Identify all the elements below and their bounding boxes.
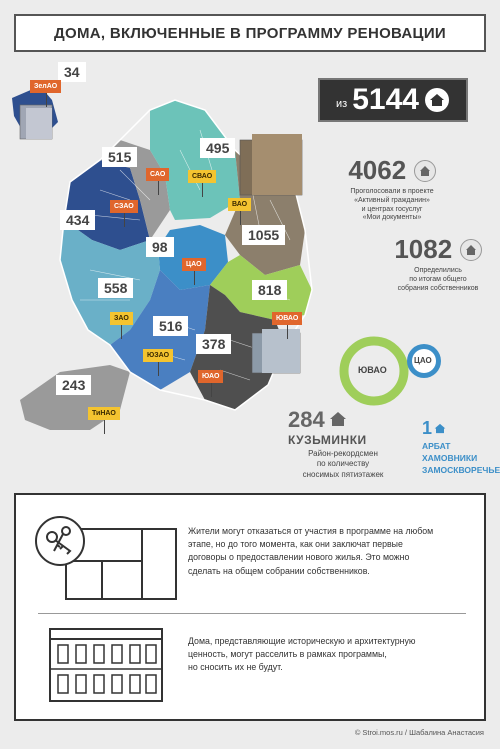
note-historic-buildings (188, 635, 415, 675)
flag-zelao: ЗелАО (30, 80, 61, 93)
count-cao: 98 (146, 237, 174, 257)
record-district (288, 407, 398, 480)
flag-sao: САО (146, 168, 169, 181)
total-prefix: из (336, 98, 348, 110)
ring-inner-label: ЦАО (414, 356, 432, 365)
flag-tinao: ТиНАО (88, 407, 120, 420)
flag-svao: СВАО (188, 170, 216, 183)
note1-line: сделать на общем собрании собственников. (188, 565, 370, 576)
meetings-stat (388, 234, 488, 293)
total-box (318, 78, 468, 122)
cao-min-name: ЗАМОСКВОРЕЧЬЕ (422, 464, 500, 475)
panel-divider (38, 613, 466, 614)
page-title: ДОМА, ВКЛЮЧЕННЫЕ В ПРОГРАММУ РЕНОВАЦИИ (54, 24, 446, 42)
voted-desc-line: «Мои документы» (362, 214, 422, 222)
count-yuzao: 516 (153, 316, 188, 336)
note2-line: но сносить их не будут. (188, 662, 283, 673)
ring-outer-label: ЮВАО (358, 365, 387, 375)
count-yuvao: 818 (252, 280, 287, 300)
house-icon (434, 423, 446, 434)
title-bar (14, 14, 486, 52)
cao-min-value: 1 (422, 418, 433, 438)
keys-plan-icon (32, 511, 182, 607)
total-value: 5144 (352, 83, 419, 116)
flag-cao: ЦАО (182, 258, 206, 271)
count-svao: 495 (200, 138, 235, 158)
note-renovation-optout (188, 525, 433, 578)
flag-yuvao: ЮВАО (272, 312, 302, 325)
count-szao: 434 (60, 210, 95, 230)
note1-line: договоры о предоставлении нового жилья. Это можно (188, 552, 410, 563)
count-zelao: 34 (58, 62, 86, 82)
cao-min-name: ХАМОВНИКИ (422, 453, 478, 464)
voted-desc-line: «Активный гражданин» (354, 196, 430, 204)
cao-min-districts (422, 416, 500, 477)
meetings-desc-line: Определились (414, 267, 462, 274)
credit-text: © Stroi.mos.ru / Шабалина Анастасия (354, 728, 484, 737)
building-illustration-1 (20, 105, 52, 139)
note1-line: Жители могут отказаться от участия в программе на любом (188, 526, 434, 536)
flag-szao: СЗАО (110, 200, 138, 213)
info-panel (14, 493, 486, 721)
voted-desc-line: Проголосовали в проекте (350, 188, 434, 195)
record-value: 284 (288, 407, 325, 432)
cao-min-name: АРБАТ (422, 441, 451, 452)
house-icon (460, 239, 482, 261)
flag-zao: ЗАО (110, 312, 133, 325)
building-illustration-2 (240, 134, 302, 195)
note2-line: Дома, представляющие историческую и архитектурную (188, 636, 416, 646)
building-illustration-3 (252, 329, 300, 373)
count-tinao: 243 (56, 375, 91, 395)
note2-line: ценность, могут расселить в рамках программы, (188, 649, 387, 660)
flag-yuzao: ЮЗАО (143, 349, 173, 362)
house-icon (329, 411, 347, 427)
record-desc-line: по количеству (316, 459, 370, 469)
note1-line: этапе, но до того момента, как они заключат первые (188, 539, 403, 550)
house-icon (414, 160, 436, 182)
historic-building-icon (46, 623, 166, 705)
house-icon (424, 87, 450, 113)
record-name: КУЗЬМИНКИ (288, 433, 367, 447)
voted-desc-line: и центрах госуслуг (361, 205, 423, 213)
flag-vao: ВАО (228, 198, 251, 211)
record-desc-line: Район-рекордсмен (308, 449, 378, 458)
record-desc-line: сносимых пятиэтажек (302, 469, 384, 479)
voted-value: 4062 (348, 155, 407, 185)
rings-graphic (338, 335, 448, 415)
meetings-value: 1082 (394, 234, 453, 264)
count-vao: 1055 (242, 225, 285, 245)
count-yuao: 378 (196, 334, 231, 354)
count-sao: 515 (102, 147, 137, 167)
meetings-desc-line: собрания собственников (397, 284, 479, 292)
flag-yuao: ЮАО (198, 370, 223, 383)
count-zao: 558 (98, 278, 133, 298)
meetings-desc-line: по итогам общего (409, 275, 467, 283)
voted-stat (332, 155, 452, 223)
